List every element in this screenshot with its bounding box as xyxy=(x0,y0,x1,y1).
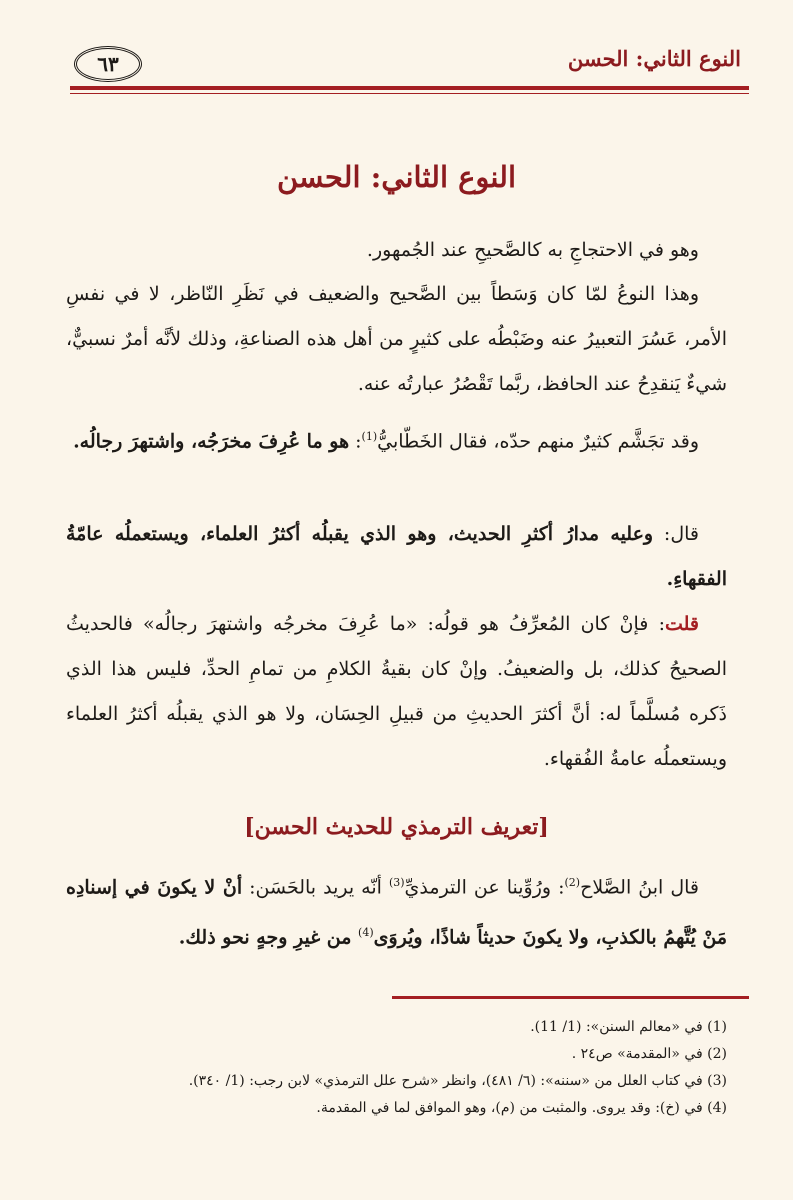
paragraph-1 xyxy=(66,228,727,273)
section-title: [تعريف الترمذي للحديث الحسن] xyxy=(244,814,549,840)
paragraph-3 xyxy=(66,414,727,464)
header-rule-thin xyxy=(70,93,749,94)
footnote: (4) في (خ): وقد يروى. والمثبت من (م)، وهو الموافق لما في المقدمة. xyxy=(316,1100,727,1116)
paragraph-6-c: أنّه يريد بالحَسَن: xyxy=(242,876,389,899)
paragraph-2-text: وهذا النوعُ لمّا كان وَسَطاً بين الصَّحيح والضعيف في نَظَرِ النّاظر، لا في نفسِ الأمر، عَسُرَ التعبيرُ عنه وضَبْطُه على كثيرٍ من أهل هذه الصناعةِ، وذلك لأنَّه أمرٌ نسبيٌّ، شيءٌ يَنقدِحُ عند الحافظ، ربَّما تَقْصُرُ عبارتُه عنه. xyxy=(66,283,727,395)
paragraph-4-bold: وعليه مدارُ أكثرِ الحديث، وهو الذي يقبلُه أكثرُ العلماء، ويستعملُه عامّةُ الفقهاءِ. xyxy=(66,523,727,590)
paragraph-6 xyxy=(66,860,727,961)
paragraph-6-a: قال ابنُ الصَّلاح xyxy=(580,876,699,899)
page-header xyxy=(66,42,749,86)
footnote: (1) في «معالم السنن»: (1/ 11). xyxy=(530,1019,727,1035)
footnote-ref-2: (2) xyxy=(564,876,581,889)
footnote-rule xyxy=(392,996,749,999)
paragraph-6-b: : ورُوِّينا عن الترمذيِّ xyxy=(404,876,565,899)
footnote: (3) في كتاب العلل من «سننه»: (٦/ ٤٨١)، وانظر «شرح علل الترمذي» لابن رجب: (1/ ٣٤٠). xyxy=(188,1073,727,1089)
header-rule xyxy=(70,86,749,90)
paragraph-4 xyxy=(66,512,727,602)
paragraph-4-start: قال: xyxy=(653,523,699,545)
footnote-ref-4: (4) xyxy=(358,926,374,940)
tirmidhi-definition-end: من غيرِ وجهٍ نحو ذلك. xyxy=(178,926,359,949)
paragraph-3-start: وقد تجَشَّم كثيرٌ منهم حدّه، فقال الخَطّابيُّ xyxy=(377,430,699,453)
paragraph-5-text: : فإنْ كان المُعرِّفُ هو قولُه: «ما عُرِفَ مخرجُه واشتهرَ رجالُه» فالحديثُ الصحيحُ كذلك، بل والضعيفُ. وإنْ كان بقيةُ الكلامِ من تمامِ الحدِّ، فليس هذا الذي ذَكره مُسلَّماً له: أنَّ أكثرَ الحديثِ من قبيلِ الحِسَان، ولا هو الذي يقبلُه أكثرُ العلماء ويستعملُه عامةُ الفُقهاء. xyxy=(66,613,727,770)
paragraph-2 xyxy=(66,272,727,407)
page-number: ٦٣ xyxy=(74,46,142,82)
chapter-title: النوع الثاني: الحسن xyxy=(276,160,517,194)
footnote: (2) في «المقدمة» ص٢٤ . xyxy=(571,1046,727,1062)
colon: : xyxy=(349,430,362,453)
qultu-label: قلت xyxy=(664,613,699,635)
khattabi-definition: هو ما عُرِفَ مخرَجُه، واشتهرَ رجالُه. xyxy=(73,430,350,453)
footnotes xyxy=(66,1014,727,1122)
tirmidhi-definition: أنْ لا يكونَ في إسنادِه مَنْ يُتَّهمُ بالكذبِ، ولا يكونَ حديثاً شاذًا، ويُروَى xyxy=(66,876,727,949)
paragraph-1-text: وهو في الاحتجاجِ به كالصَّحيحِ عند الجُمهور. xyxy=(366,239,699,261)
footnote-ref-1: (1) xyxy=(361,430,378,443)
paragraph-5 xyxy=(66,602,727,782)
footnote-ref-3: (3) xyxy=(388,876,405,889)
running-title: النوع الثاني: الحسن xyxy=(567,46,741,71)
